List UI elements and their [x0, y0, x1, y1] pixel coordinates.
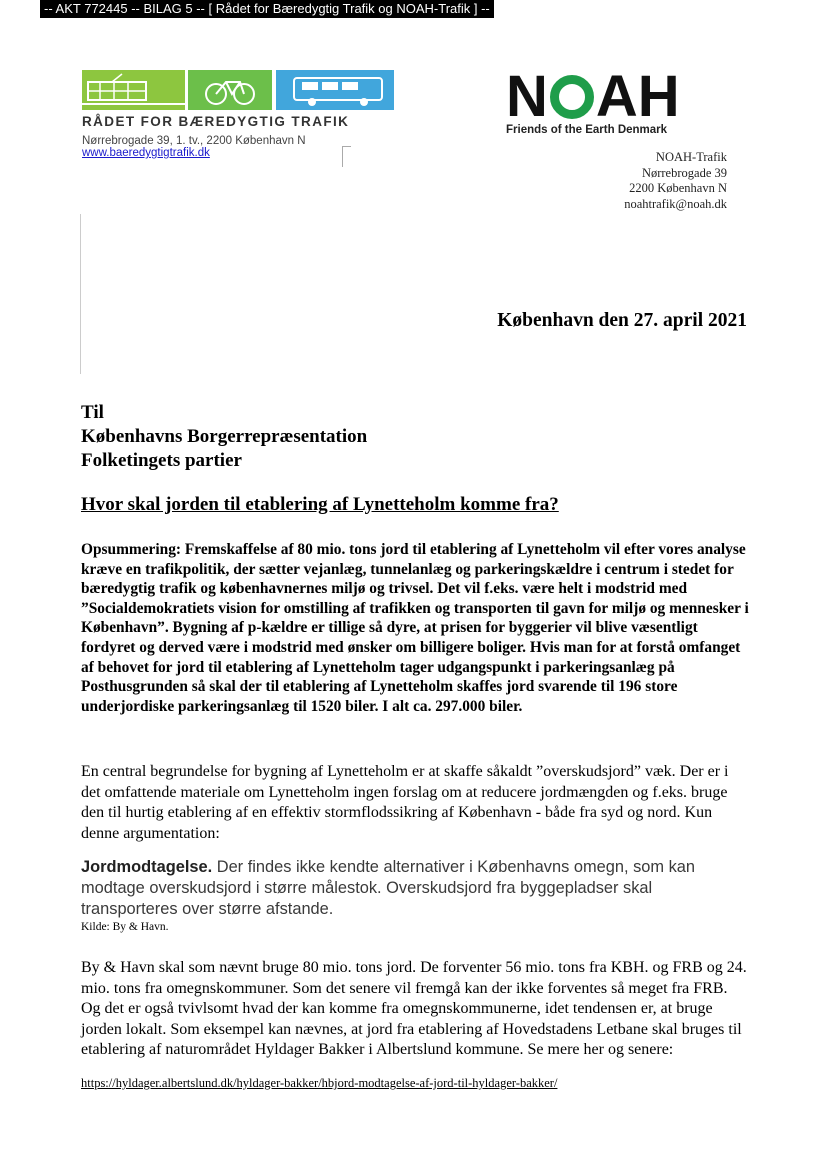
quote-text: Der findes ikke kendte alternativer i Københavns omegn, som kan modtage overskudsjord i større målestok. Overskudsjord fra byggepladser skal transporteres over større afstande.	[81, 858, 696, 918]
noah-letter-a: A	[595, 64, 638, 129]
noah-logo	[506, 64, 680, 136]
hyldager-link[interactable]: https://hyldager.albertslund.dk/hyldager-bakker/hbjord-modtagelse-af-jord-til-hyldager-bakker/	[81, 1076, 558, 1090]
noah-address-line: Nørrebrogade 39	[641, 165, 727, 180]
noah-address-line: NOAH-Trafik	[655, 150, 727, 164]
body-paragraph-1: En central begrundelse for bygning af Lynetteholm er at skaffe såkaldt ”overskudsjord” væk. Der er i det omfattende materiale om Lynetteholm ingen forslag om at reducere jordmængden og f.eks. bruge den til hurtig etablering af en effektiv stormflodssikring af København - både fra syd og nord. Kun denne argumentation:	[81, 763, 729, 842]
margin-rule	[80, 214, 81, 374]
noah-address-block	[624, 150, 727, 212]
recipient-line: Folketingets partier	[81, 450, 242, 471]
recipient-line: Københavns Borgerrepræsentation	[81, 426, 368, 447]
noah-ring-icon	[550, 75, 594, 119]
tram-icon	[82, 70, 185, 110]
recipient-line: Til	[81, 402, 104, 423]
quote-source: Kilde: By & Havn.	[81, 921, 169, 933]
noah-email: noahtrafik@noah.dk	[624, 196, 727, 211]
bicycle-icon	[188, 70, 272, 110]
quote-heading: Jordmodtagelse.	[81, 858, 213, 876]
noah-address-line: 2200 København N	[629, 181, 727, 195]
raadet-name: RÅDET FOR BÆREDYGTIG TRAFIK	[82, 114, 350, 129]
document-banner: -- AKT 772445 -- BILAG 5 -- [ Rådet for Bæredygtig Trafik og NOAH-Trafik ] --	[40, 0, 494, 18]
summary-paragraph: Opsummering: Fremskaffelse af 80 mio. tons jord til etablering af Lynetteholm vil efter vores analyse kræve en trafikpolitik, der sætter vejanlæg, tunnelanlæg og parkeringskældre i centrum i stedet for bæredygtig trafik og københavnernes miljø og trivsel. Det vil f.eks. være helt i modstrid med ”Socialdemokratiets vision for omstilling af trafikken og transporten til gavn for miljø og mennesker i København”. Bygning af p-kældre er tillige så dyre, at prisen for byggerier vil blive væsentligt fordyret og derved være i modstrid med ønsker om billigere boliger. Hvis man for at forstå omfanget af behovet for jord til etablering af Lynetteholm tager udgangspunkt i parkeringsanlæg på Posthusgrunden så skal der til etablering af Lynetteholm skaffes jord svarende til 196 store underjordiske parkeringsanlæg til 1520 biler. I alt ca. 297.000 biler.	[81, 541, 749, 715]
logo-color-bands	[82, 70, 394, 110]
noah-letter-n: N	[506, 64, 548, 129]
noah-wordmark	[506, 64, 680, 129]
body-paragraph-2: By & Havn skal som nævnt bruge 80 mio. tons jord. De forventer 56 mio. tons fra KBH. og FRB og 24. mio. tons fra omegnskommuner. Som det senere vil fremgå kan der ikke forventes så meget fra FRB. Og det er også tvivlsomt hvad der kan komme fra omegnskommunerne, idet tendensen er, at bruge jorden lokalt. Som eksempel kan nævnes, at jord fra etablering af Hovedstadens Letbane skal bruges til etablering af naturområdet Hyldager Bakker i Albertslund kommune. Se mere her og senere:	[81, 959, 747, 1058]
noah-letter-h: H	[637, 64, 680, 129]
noah-tagline: Friends of the Earth Denmark	[506, 124, 668, 136]
letter-headline: Hvor skal jorden til etablering af Lynetteholm komme fra?	[81, 494, 559, 515]
quoted-excerpt	[81, 857, 751, 920]
bus-icon	[276, 70, 394, 110]
letter-date: København den 27. april 2021	[497, 310, 747, 331]
decorative-frame	[342, 146, 351, 167]
raadet-website-link[interactable]: www.baeredygtigtrafik.dk	[82, 147, 210, 159]
recipients-block	[81, 401, 367, 473]
raadet-address: Nørrebrogade 39, 1. tv., 2200 København N	[82, 135, 306, 147]
